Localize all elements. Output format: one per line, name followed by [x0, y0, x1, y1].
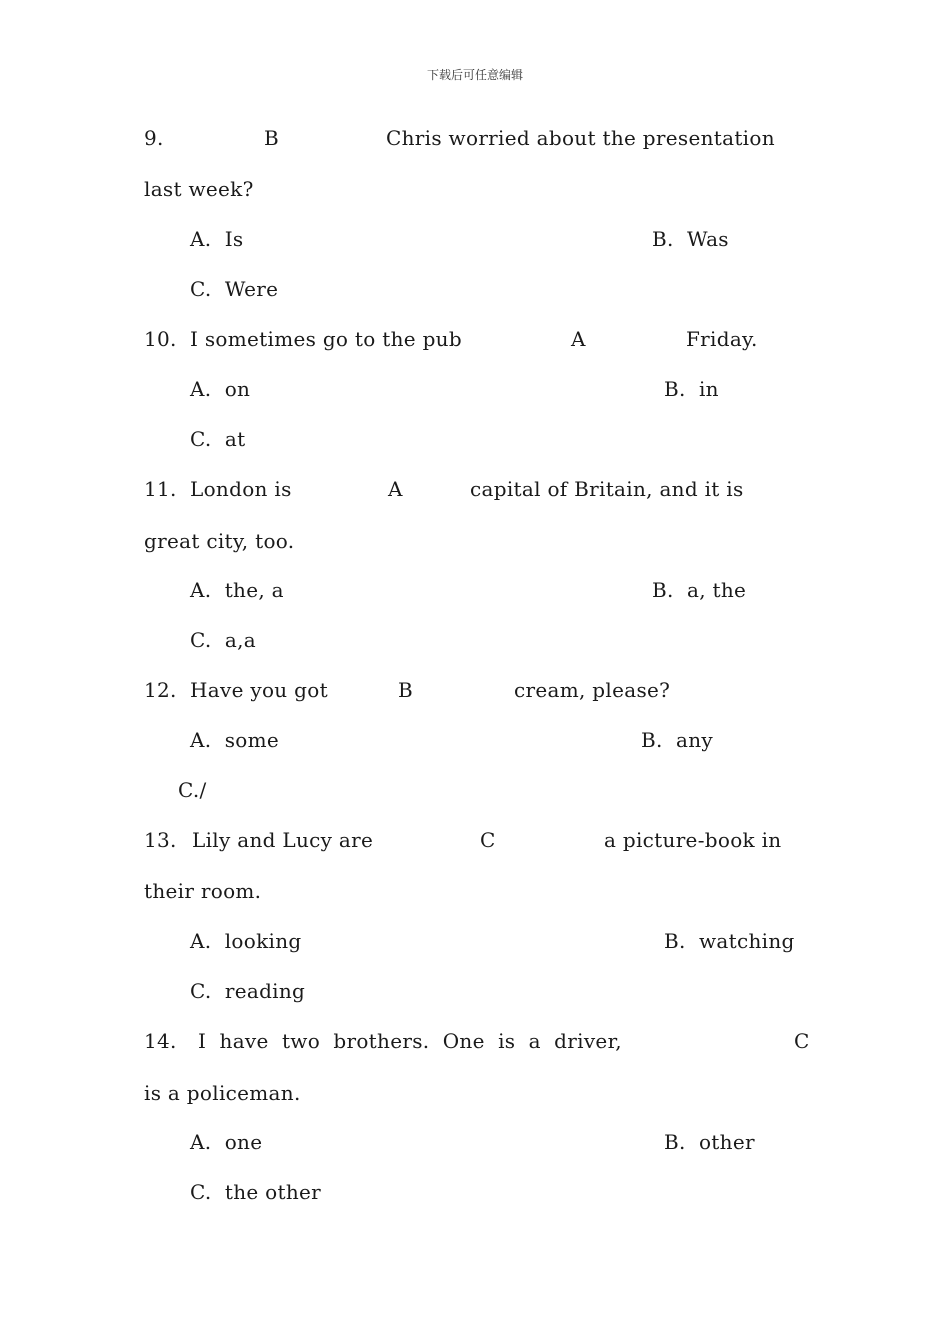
question-text: Lily and Lucy are: [192, 828, 374, 852]
question-text: London is: [190, 477, 292, 501]
option-a: A. the, a: [190, 578, 284, 602]
answer-letter: C: [794, 1029, 810, 1053]
option-c: C./: [178, 778, 207, 802]
question-text: Chris worried about the presentation: [386, 126, 775, 150]
question-text: I have two brothers. One is a driver,: [198, 1029, 622, 1053]
answer-letter: B: [264, 126, 279, 150]
question-number: 11.: [144, 477, 177, 501]
question-text-end: a picture-book in: [604, 828, 782, 852]
question-text-continuation: great city, too.: [144, 529, 295, 553]
option-c: C. reading: [190, 979, 306, 1003]
question-text-continuation: last week?: [144, 177, 254, 201]
option-b: B. any: [641, 728, 713, 752]
question-number: 13.: [144, 828, 177, 852]
answer-letter: C: [480, 828, 496, 852]
option-c: C. a,a: [190, 628, 256, 652]
option-a: A. one: [190, 1130, 263, 1154]
question-number: 10.: [144, 327, 177, 351]
page-header: 下载后可任意编辑: [426, 68, 523, 82]
option-c: C. the other: [190, 1180, 322, 1204]
question-number: 12.: [144, 678, 177, 702]
question-text-continuation: their room.: [144, 879, 262, 903]
question-text: I sometimes go to the pub: [190, 327, 462, 351]
option-a: A. some: [190, 728, 280, 752]
option-b: B. a, the: [652, 578, 747, 602]
option-b: B. Was: [652, 227, 729, 251]
question-text-end: cream, please?: [514, 678, 671, 702]
answer-letter: B: [398, 678, 413, 702]
question-number: 14.: [144, 1029, 177, 1053]
option-c: C. Were: [190, 277, 279, 301]
option-b: B. in: [664, 377, 719, 401]
option-a: A. looking: [190, 929, 302, 953]
option-a: A. on: [190, 377, 251, 401]
option-b: B. watching: [664, 929, 795, 953]
option-c: C. at: [190, 427, 246, 451]
option-a: A. Is: [190, 227, 244, 251]
option-b: B. other: [664, 1130, 755, 1154]
answer-letter: A: [388, 477, 403, 501]
question-number: 9.: [144, 126, 164, 150]
question-text: Have you got: [190, 678, 328, 702]
question-text-continuation: is a policeman.: [144, 1081, 301, 1105]
question-text-end: Friday.: [686, 327, 758, 351]
answer-letter: A: [571, 327, 586, 351]
question-text-end: capital of Britain, and it is: [470, 477, 744, 501]
